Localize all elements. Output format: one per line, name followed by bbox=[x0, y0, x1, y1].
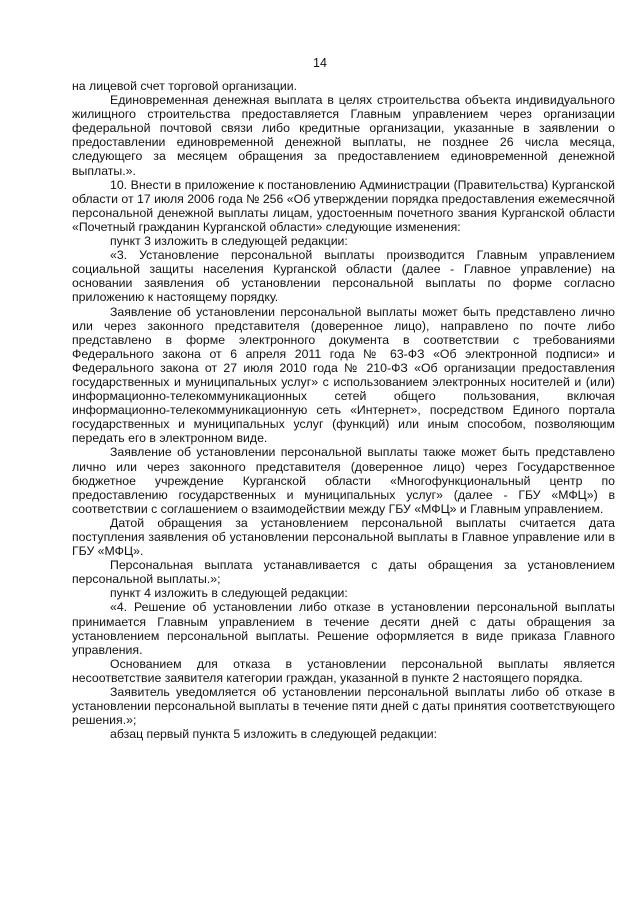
paragraph: Единовременная денежная выплата в целях строительства объекта индивидуального жилищного строительства предоставляется Главным управлением через организации федеральной почтовой связи либо кредитные организации, указанные в заявлении о предоставлении единовременной денежной выплаты, не позднее 26 числа месяца, следующего за месяцем обращения за предоставлением единовременной денежной выплаты.». bbox=[72, 93, 615, 178]
page-number: 14 bbox=[313, 56, 327, 70]
paragraph: Заявление об установлении персональной выплаты также может быть представлено лично или через законного представителя (доверенное лицо) через Государственное бюджетное учреждение Курганской области «Многофункциональный центр по предоставлению государственных и муниципальных услуг» (далее - ГБУ «МФЦ») в соответствии с соглашением о взаимодействии между ГБУ «МФЦ» и Главным управлением. bbox=[72, 445, 615, 516]
paragraph: пункт 4 изложить в следующей редакции: bbox=[110, 586, 348, 601]
paragraph: Датой обращения за установлением персональной выплаты считается дата поступления заявления об установлении персональной выплаты в Главное управление или в ГБУ «МФЦ». bbox=[72, 515, 615, 559]
paragraph: Основанием для отказа в установлении персональной выплаты является несоответствие заявителя категории граждан, указанной в пункте 2 настоящего порядка. bbox=[72, 656, 615, 685]
document-body bbox=[72, 79, 615, 741]
paragraph: абзац первый пункта 5 изложить в следующей редакции: bbox=[110, 727, 438, 742]
paragraph: на лицевой счет торговой организации. bbox=[72, 79, 298, 93]
paragraph: Персональная выплата устанавливается с даты обращения за установлением персональной выплаты.»; bbox=[72, 558, 615, 587]
paragraph: «4. Решение об установлении либо отказе в установлении персональной выплаты принимается Главным управлением в течение десяти дней с даты обращения за установлением персональной выплаты. Решение оформляется в виде приказа Главного управления. bbox=[72, 600, 615, 657]
paragraph: 10. Внести в приложение к постановлению Администрации (Правительства) Курганской области от 17 июля 2006 года № 256 «Об утверждении порядка предоставления ежемесячной персональной денежной выплаты лицам, удостоенным почетного звания Курганской области «Почетный гражданин Курганской области» следующие изменения: bbox=[72, 177, 615, 234]
paragraph: Заявление об установлении персональной выплаты может быть представлено лично или через законного представителя (доверенное лицо), направлено по почте либо представлено в форме электронного документа в соответствии с требованиями Федерального закона от 6 апреля 2011 года № 63-ФЗ «Об электронной подписи» и Федерального закона от 27 июля 2010 года № 210-ФЗ «Об организации предоставления государственных и муниципальных услуг» с использованием электронных носителей и (или) информационно-телекоммуникационных сетей общего пользования, включая информационно-телекоммуникационную сеть «Интернет», посредством Единого портала государственных и муниципальных услуг (функций) или иным способом, позволяющим передать его в электронном виде. bbox=[72, 304, 615, 446]
paragraph: «3. Установление персональной выплаты производится Главным управлением социальной защиты населения Курганской области (далее - Главное управление) на основании заявления об установлении персональной выплаты по форме согласно приложению к настоящему порядку. bbox=[72, 248, 615, 305]
paragraph: Заявитель уведомляется об установлении персональной выплаты либо об отказе в установлении персональной выплаты в течение пяти дней с даты принятия соответствующего решения.»; bbox=[72, 685, 615, 728]
paragraph: пункт 3 изложить в следующей редакции: bbox=[110, 234, 348, 249]
